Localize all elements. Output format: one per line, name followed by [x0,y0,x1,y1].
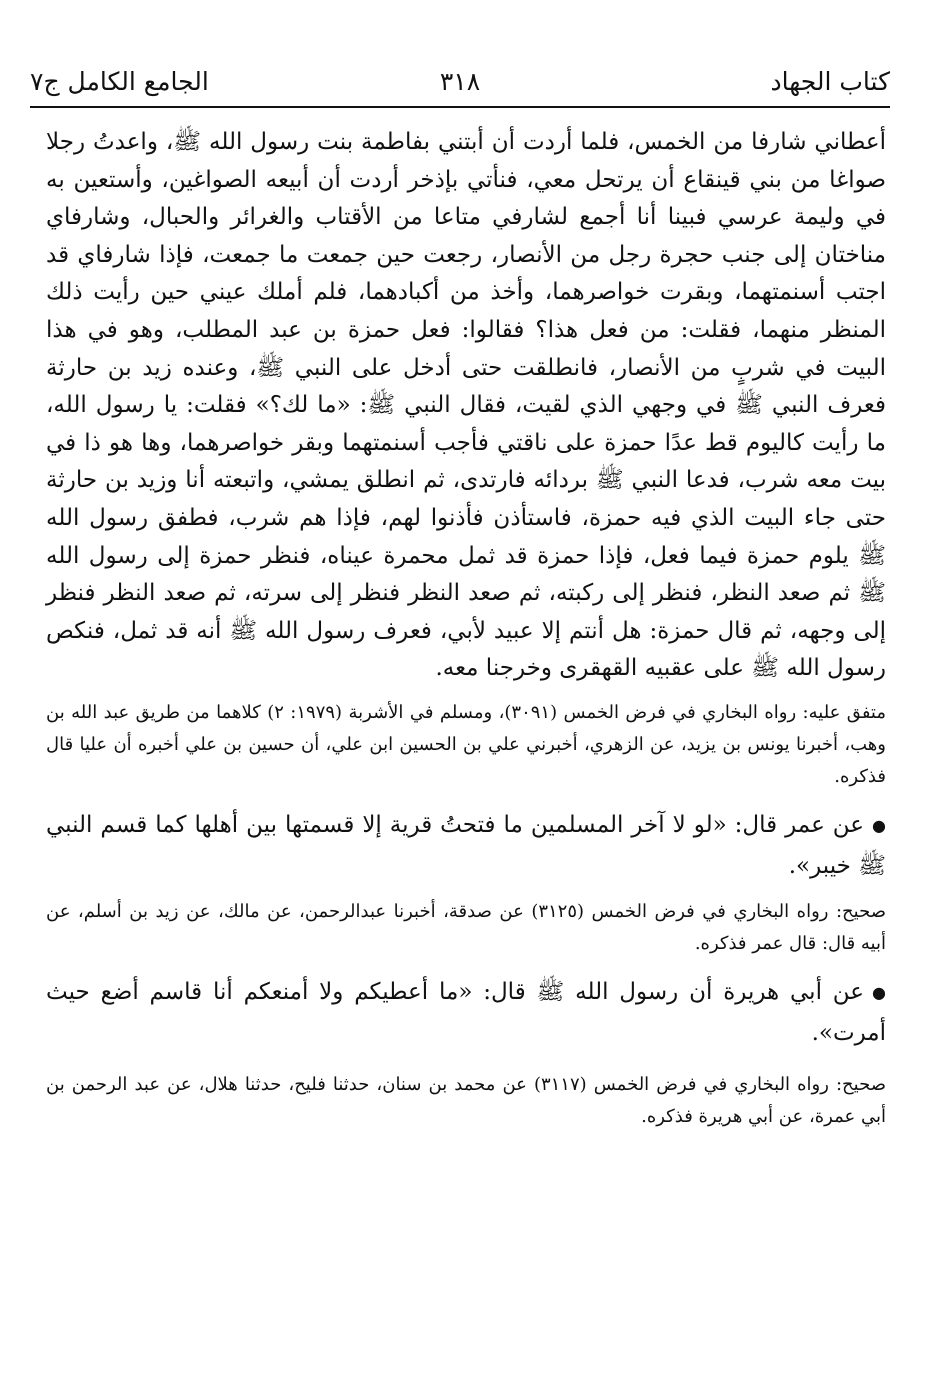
takhrij-note-3: صحيح: رواه البخاري في فرض الخمس (٣١١٧) عن محمد بن سنان، حدثنا فليح، حدثنا هلال، عن عبد الرحمن بن أبي عمرة، عن أبي هريرة فذكره. [46,1073,886,1127]
main-hadith-text: أعطاني شارفا من الخمس، فلما أردت أن أبتني بفاطمة بنت رسول الله ﷺ، واعدتُ رجلا صواغا من بني قينقاع أن يرتحل معي، فنأتي بإذخر أردت أن أبيعه الصواغين، وأستعين به في وليمة عرسي فبينا أنا أجمع لشارفي متاعا من الأقتاب والغرائر والحبال، وشارفاي مناختان إلى جنب حجرة رجل من الأنصار، رجعت حين جمعت ما جمعت، فإذا شارفاي قد اجتب أسنمتهما، وبقرت خواصرهما، وأخذ من أكبادهما، فلم أملك عيني حين رأيت ذلك المنظر منهما، فقلت: من فعل هذا؟ فقالوا: فعل حمزة بن عبد المطلب، وهو في هذا البيت في شربٍ من الأنصار، فانطلقت حتى أدخل على النبي ﷺ، وعنده زيد بن حارثة فعرف النبي ﷺ في وجهي الذي لقيت، فقال النبي ﷺ: «ما لك؟» فقلت: يا رسول الله، ما رأيت كاليوم قط عدًا حمزة على ناقتي فأجب أسنمتهما وبقر خواصرهما، وها هو ذا في بيت معه شرب، فدعا النبي ﷺ بردائه فارتدى، ثم انطلق يمشي، واتبعته أنا وزيد بن حارثة حتى جاء البيت الذي فيه حمزة، فاستأذن فأذنوا لهم، فإذا هم شرب، فطفق رسول الله ﷺ يلوم حمزة فيما فعل، فإذا حمزة قد ثمل محمرة عيناه، فنظر حمزة إلى رسول الله ﷺ ثم صعد النظر، فنظر إلى ركبته، ثم صعد النظر فنظر إلى سرته، ثم صعد النظر فنظر إلى وجهه، ثم قال حمزة: هل أنتم إلا عبيد لأبي، فعرف رسول الله ﷺ أنه قد ثمل، فنكص رسول الله ﷺ على عقبيه القهقرى وخرجنا معه. [46,129,887,682]
takhrij-note-1: متفق عليه: رواه البخاري في فرض الخمس (٣٠٩١)، ومسلم في الأشربة (١٩٧٩: ٢) كلاهما من طريق عبد الله بن وهب، أخبرنا يونس بن يزيد، عن الزهري، أخبرني علي بن الحسين ابن علي، أن حسين بن علي أخبره أن عليا قال فذكره. [46,701,886,787]
header-divider [30,106,890,108]
header-book-title: الجامع الكامل ج٧ [30,67,209,96]
page-content [46,124,886,1133]
page-header [30,62,890,102]
hadith-abu-hurayra [46,972,886,1053]
bullet-icon: ● [872,982,886,1002]
takhrij-note-2: صحيح: رواه البخاري في فرض الخمس (٣١٢٥) عن صدقة، أخبرنا عبدالرحمن، عن مالك، عن زيد بن أسلم، عن أبيه قال: قال عمر فذكره. [46,900,886,954]
hadith-abu-hurayra-text: عن أبي هريرة أن رسول الله ﷺ قال: «ما أعطيكم ولا أمنعكم أنا قاسم أضع حيث أمرت». [46,978,886,1046]
page-number: ٣١٨ [439,67,481,96]
hadith-omar-text: عن عمر قال: «لو لا آخر المسلمين ما فتحتُ قرية إلا قسمتها بين أهلها كما قسم النبي ﷺ خيبر». [46,811,886,879]
hadith-omar [46,805,886,886]
header-chapter-title: كتاب الجهاد [770,67,890,96]
bullet-icon: ● [872,815,886,835]
